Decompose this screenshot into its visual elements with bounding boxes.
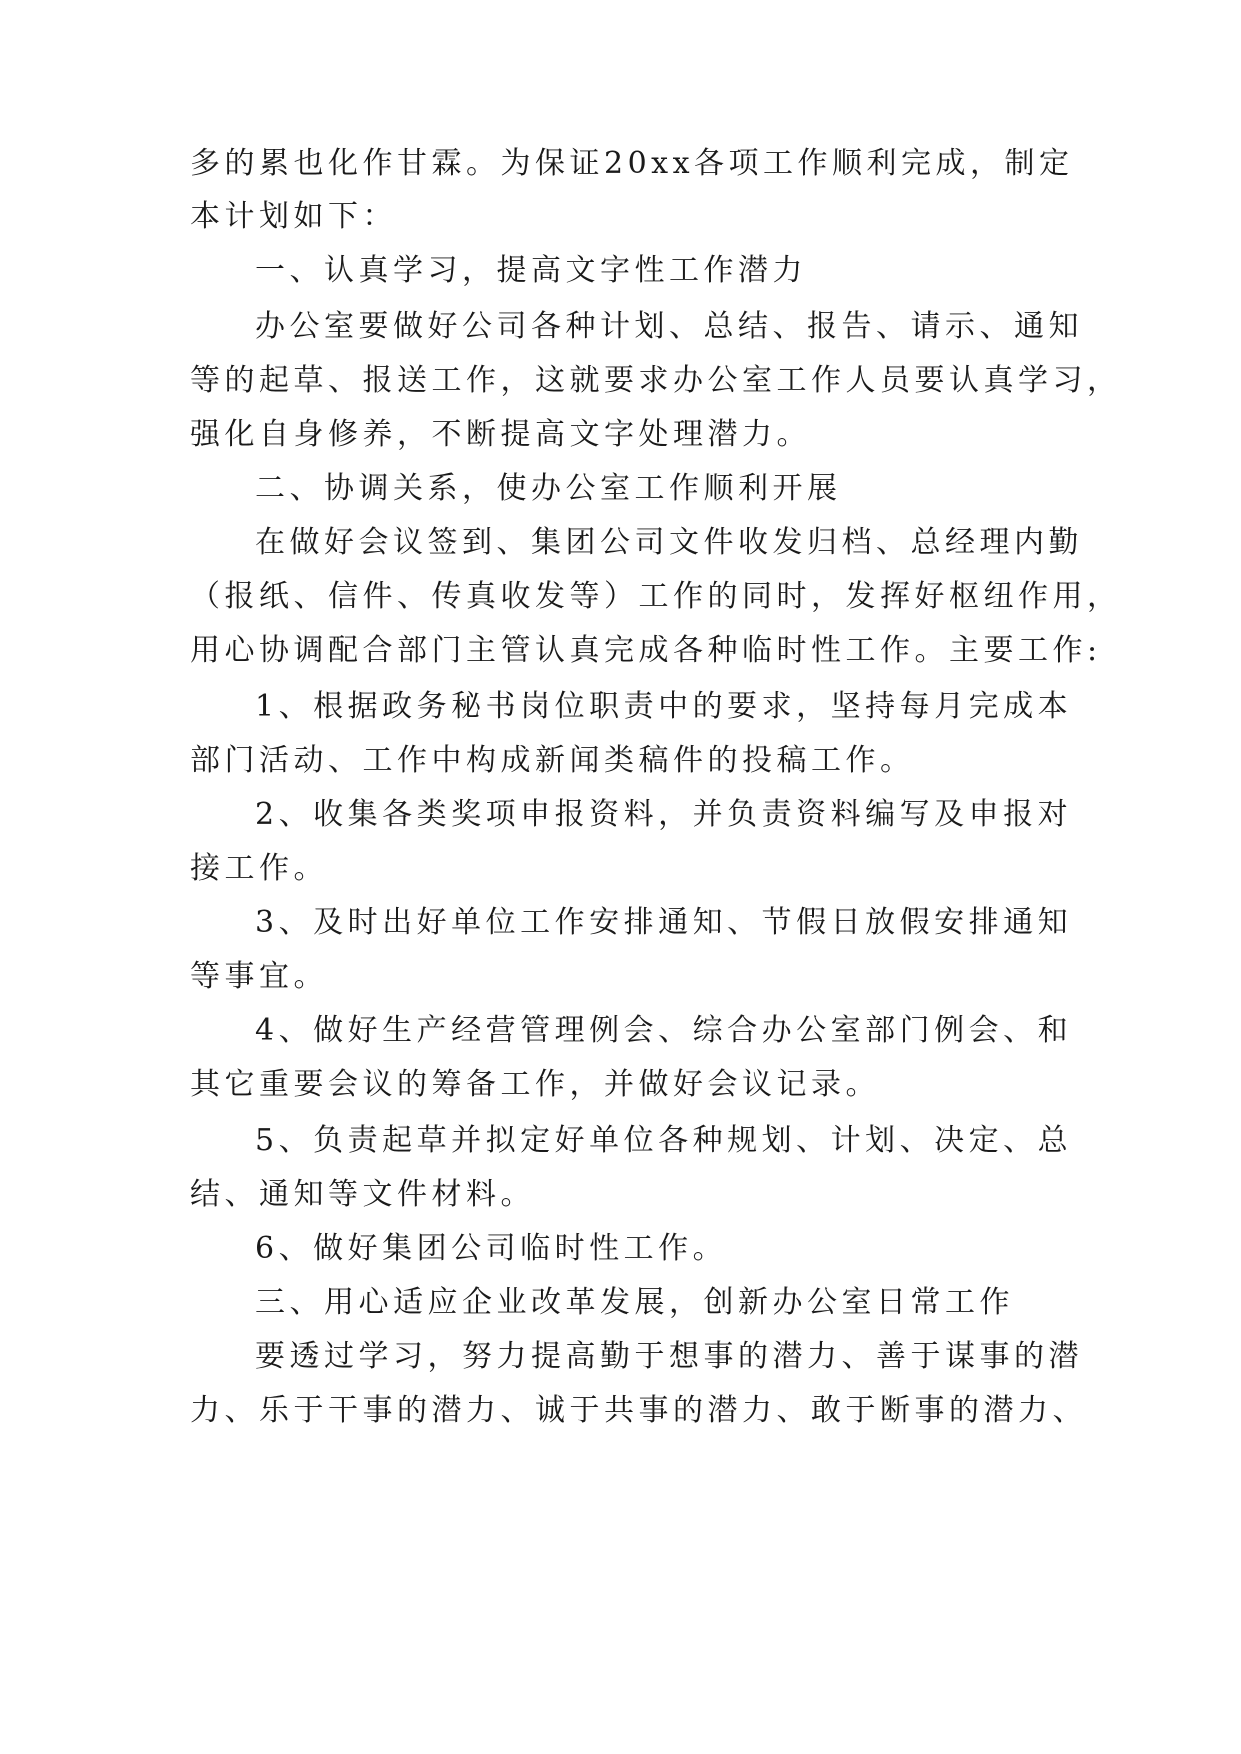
section-heading: 二、协调关系，使办公室工作顺利开展 xyxy=(255,471,842,506)
text-line: 强化自身修养，不断提高文字处理潜力。 xyxy=(190,417,811,452)
list-item: 6、做好集团公司临时性工作。 xyxy=(255,1231,728,1266)
text-line: 结、通知等文件材料。 xyxy=(190,1177,535,1212)
text-line: 办公室要做好公司各种计划、总结、报告、请示、通知 xyxy=(255,309,1083,344)
text-line: 力、乐于干事的潜力、诚于共事的潜力、敢于断事的潜力、 xyxy=(190,1393,1087,1428)
text-line: 本计划如下： xyxy=(190,199,397,234)
text-line: 部门活动、工作中构成新闻类稿件的投稿工作。 xyxy=(190,743,915,778)
text-line: 要透过学习，努力提高勤于想事的潜力、善于谋事的潜 xyxy=(255,1339,1083,1374)
list-item: 2、收集各类奖项申报资料，并负责资料编写及申报对 xyxy=(255,797,1073,832)
list-item: 3、及时出好单位工作安排通知、节假日放假安排通知 xyxy=(255,905,1073,940)
section-heading: 三、用心适应企业改革发展，创新办公室日常工作 xyxy=(255,1285,1014,1320)
list-item: 1、根据政务秘书岗位职责中的要求，坚持每月完成本 xyxy=(255,689,1073,724)
text-line: 等的起草、报送工作，这就要求办公室工作人员要认真学习， xyxy=(190,363,1122,398)
text-line: 其它重要会议的筹备工作，并做好会议记录。 xyxy=(190,1067,880,1102)
text-line: 等事宜。 xyxy=(190,959,328,994)
list-item: 4、做好生产经营管理例会、综合办公室部门例会、和 xyxy=(255,1013,1073,1048)
text-line: 在做好会议签到、集团公司文件收发归档、总经理内勤 xyxy=(255,525,1083,560)
text-line: 多的累也化作甘霖。为保证20xx各项工作顺利完成，制定 xyxy=(190,146,1074,181)
text-line: 用心协调配合部门主管认真完成各种临时性工作。主要工作: xyxy=(190,633,1102,668)
list-item: 5、负责起草并拟定好单位各种规划、计划、决定、总 xyxy=(255,1123,1073,1158)
section-heading: 一、认真学习，提高文字性工作潜力 xyxy=(255,253,807,288)
text-line: 接工作。 xyxy=(190,851,328,886)
text-line: （报纸、信件、传真收发等）工作的同时，发挥好枢纽作用， xyxy=(190,579,1122,614)
